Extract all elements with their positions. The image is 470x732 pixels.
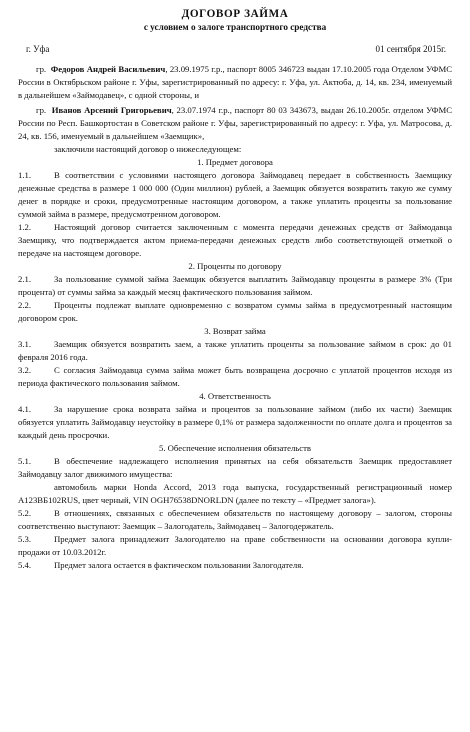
borrower-details: , 23.07.1974 г.р., паспорт 80 03 343673, выдан 26.10.2005г. отделом УФМС России по Респ. Башкортостан в Советском районе г. Уфы, зарегистрированный по адресу: г. Уфа, ул. Матросова, д. 24, кв. 156, именуемый в дальнейшем «Заемщик», bbox=[18, 105, 452, 141]
contract-sections bbox=[18, 156, 452, 572]
borrower-name: Иванов Арсений Григорьевич bbox=[51, 105, 172, 115]
clause-text: За пользование суммой займа Заемщик обязуется выплатить Займодавцу проценты в размере 3% (Три процента) от суммы займа за каждый месяц фактического пользования займом. bbox=[18, 274, 452, 297]
city: г. Уфа bbox=[26, 44, 50, 54]
clause bbox=[18, 364, 452, 390]
clause-number: 2.1. bbox=[18, 274, 32, 284]
clause-text: За нарушение срока возврата займа и процентов за пользование займом (либо их части) Заемщик обязуется уплатить Займодавцу неустойку в размере 0,1% от размера задолженности по оплате долга и процентов за каждый день просрочки. bbox=[18, 404, 452, 440]
lender-name: Федоров Андрей Васильевич bbox=[50, 64, 166, 74]
clause bbox=[18, 455, 452, 481]
clause-number: 5.1. bbox=[18, 456, 32, 466]
clause-number: 5.4. bbox=[18, 560, 32, 570]
section-heading: 2. Проценты по договору bbox=[188, 261, 282, 271]
clause-text: С согласия Займодавца сумма займа может быть возвращена досрочно с уплатой процентов исходя из периода фактического пользования займом. bbox=[18, 365, 452, 388]
clause-text: В обеспечение надлежащего исполнения принятых на себя обязательств Заемщик предоставляет Займодавцу залог движимого имущества: bbox=[18, 456, 452, 479]
clause-number: 1.2. bbox=[18, 222, 32, 232]
clause bbox=[18, 559, 452, 572]
clause bbox=[18, 273, 452, 299]
clause bbox=[18, 221, 452, 260]
section-heading: 4. Ответственность bbox=[199, 391, 271, 401]
party-borrower bbox=[18, 104, 452, 143]
section-heading: 1. Предмет договора bbox=[197, 157, 273, 167]
intro-line: заключили настоящий договор о нижеследующем: bbox=[54, 144, 242, 154]
clause-text: В отношениях, связанных с обеспечением обязательств по настоящему договору – залогом, стороны соответственно выступают: Заемщик – Залогодатель, Займодавец – Залогодержатель. bbox=[18, 508, 452, 531]
document-title: ДОГОВОР ЗАЙМА bbox=[181, 8, 289, 20]
clause-number: 4.1. bbox=[18, 404, 32, 414]
document-subtitle: с условием о залоге транспортного средства bbox=[143, 22, 327, 32]
clause bbox=[18, 169, 452, 221]
clause-number: 3.2. bbox=[18, 365, 32, 375]
clause-number: 1.1. bbox=[18, 170, 32, 180]
clause bbox=[18, 299, 452, 325]
clause-text: Предмет залога остается в фактическом пользовании Залогодателя. bbox=[54, 560, 304, 570]
clause-text: В соответствии с условиями настоящего договора Займодавец передает в собственность Заемщику денежные средства в размере 1 000 000 (Один миллион) рублей, а Заемщик обязуется возвратить такую же сумму денег в порядке и сроки, предусмотренные настоящим договором, а также уплатить проценты за пользование суммой займа в размере, предусмотренном договором. bbox=[18, 170, 452, 219]
contract-date: 01 сентября 2015г. bbox=[375, 44, 446, 54]
clause-number: 5.2. bbox=[18, 508, 32, 518]
clause bbox=[18, 338, 452, 364]
section-heading: 3. Возврат займа bbox=[204, 326, 266, 336]
clause-text: Настоящий договор считается заключенным с момента передачи денежных средств от Займодавца Заемщику, что подтверждается актом приема-передачи денежных средств либо соответствующей отметкой о передаче на настоящем договоре. bbox=[18, 222, 452, 258]
clause: автомобиль марки Honda Accord, 2013 года выпуска, государственный регистрационный номер А123ВБ102RUS, цвет черный, VIN OGH76538DNORLDN (далее по тексту – «Предмет залога»). bbox=[18, 482, 452, 505]
clause-number: 2.2. bbox=[18, 300, 32, 310]
clause-number: 5.3. bbox=[18, 534, 32, 544]
lender-details: , 23.09.1975 г.р., паспорт 8005 346723 выдан 17.10.2005 года Отделом УФМС России в Октябрьском районе г. Уфы, зарегистрированный по адресу: г. Уфа, ул. Актюба, д. 14, кв. 234, именуемый в дальнейшем «Займодавец», с одной стороны, и bbox=[18, 64, 453, 100]
clause-text: Заемщик обязуется возвратить заем, а также уплатить проценты за пользование займом в срок: до 01 февраля 2016 года. bbox=[18, 339, 452, 362]
party-lender bbox=[18, 63, 452, 102]
party-lender-prefix: гр. bbox=[36, 64, 47, 74]
clause-text: Предмет залога принадлежит Залогодателю на праве собственности на основании договора купли-продажи от 10.03.2012г. bbox=[18, 534, 452, 557]
clause bbox=[18, 403, 452, 442]
clause bbox=[18, 533, 452, 559]
party-borrower-prefix: гр. bbox=[36, 105, 47, 115]
clause bbox=[18, 507, 452, 533]
place-date-line bbox=[18, 44, 452, 54]
clause-number: 3.1. bbox=[18, 339, 32, 349]
section-heading: 5. Обеспечение исполнения обязательств bbox=[158, 443, 312, 453]
clause-text: Проценты подлежат выплате одновременно с возвратом суммы займа в предусмотренный настоящим договором срок. bbox=[18, 300, 452, 323]
